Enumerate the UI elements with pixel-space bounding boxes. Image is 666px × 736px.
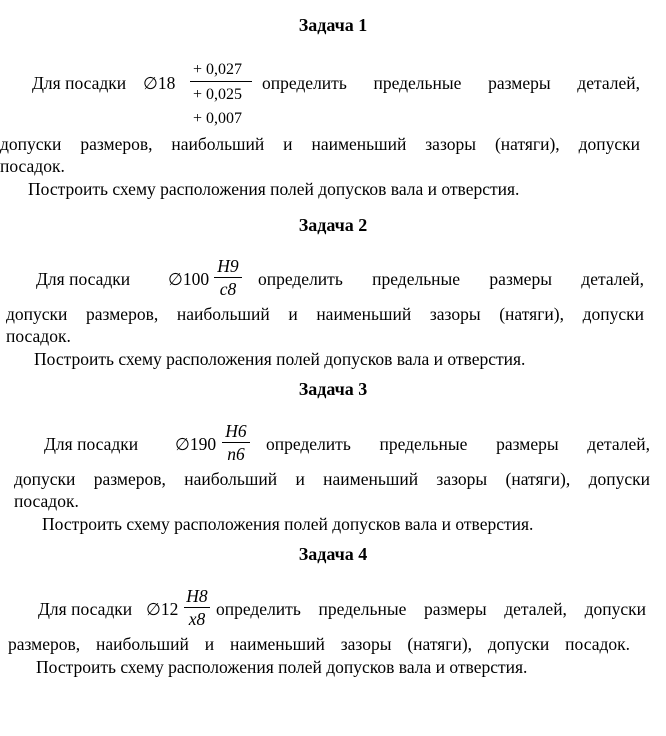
task-2-shaft-tolerance: c8: [219, 279, 237, 299]
task-1-line-3: посадок.: [0, 156, 65, 176]
task-2-line-3: посадок.: [6, 326, 71, 346]
task-1-line-1: определить предельные размеры деталей,: [262, 73, 640, 93]
task-3-hole-tolerance: H6: [225, 421, 247, 441]
task-4-fit-fraction: [184, 586, 210, 629]
task-4-intro: Для посадки: [38, 599, 133, 619]
task-2-fit-fraction: [214, 256, 242, 299]
task-3-nominal-size: 190: [189, 434, 217, 454]
task-3-fit-formula: [175, 433, 216, 456]
task-1-line-2: допуски размеров, наибольший и наименьший зазоры (натяги), допуски: [0, 134, 640, 154]
task-3-line-4: Построить схему расположения полей допусков вала и отверстия.: [42, 514, 534, 534]
task-1-shaft-deviation: + 0,007: [193, 110, 243, 127]
task-1-hole-upper-deviation: + 0,027: [193, 61, 243, 78]
task-1-title: Задача 1: [298, 15, 368, 35]
task-2-line-2: допуски размеров, наибольший и наименьший зазоры (натяги), допуски: [6, 304, 644, 324]
task-1-hole-lower-deviation: + 0,025: [193, 86, 243, 103]
diameter-icon: ∅: [168, 270, 183, 290]
task-4-fit-formula: [146, 598, 178, 621]
task-4-line-4: Построить схему расположения полей допусков вала и отверстия.: [36, 657, 528, 677]
fraction-bar: [184, 607, 210, 608]
task-3-line-2: допуски размеров, наибольший и наименьший зазоры (натяги), допуски: [14, 469, 650, 489]
task-3-fit-fraction: [222, 421, 250, 464]
task-4-hole-tolerance: H8: [186, 586, 208, 606]
task-2-title: Задача 2: [298, 215, 368, 235]
task-3-line-3: посадок.: [14, 491, 79, 511]
diameter-icon: ∅: [175, 435, 190, 455]
task-1-intro: Для посадки: [32, 73, 127, 93]
task-1-fraction-bar: [190, 81, 252, 82]
task-4-nominal-size: 12: [160, 599, 179, 619]
task-4-line-2: размеров, наибольший и наименьший зазоры (натяги), допуски посадок.: [8, 634, 630, 654]
task-3-intro: Для посадки: [44, 434, 139, 454]
diameter-icon: ∅: [143, 74, 158, 94]
task-1-fit-formula: [143, 72, 175, 95]
fraction-bar: [214, 277, 242, 278]
task-2-nominal-size: 100: [182, 269, 210, 289]
task-1-line-4: Построить схему расположения полей допусков вала и отверстия.: [28, 179, 520, 199]
task-1-nominal-size: 18: [157, 73, 176, 93]
task-2-fit-formula: [168, 268, 209, 291]
task-4-shaft-tolerance: x8: [188, 609, 206, 629]
task-2-hole-tolerance: H9: [217, 256, 239, 276]
task-2-intro: Для посадки: [36, 269, 131, 289]
task-3-title: Задача 3: [298, 379, 368, 399]
task-3-line-1: определить предельные размеры деталей,: [266, 434, 650, 454]
fraction-bar: [222, 442, 250, 443]
diameter-icon: ∅: [146, 600, 161, 620]
task-2-line-1: определить предельные размеры деталей,: [258, 269, 644, 289]
task-4-title: Задача 4: [298, 544, 368, 564]
task-4-line-1: определить предельные размеры деталей, допуски: [216, 599, 646, 619]
task-2-line-4: Построить схему расположения полей допусков вала и отверстия.: [34, 349, 526, 369]
task-3-shaft-tolerance: n6: [227, 444, 245, 464]
